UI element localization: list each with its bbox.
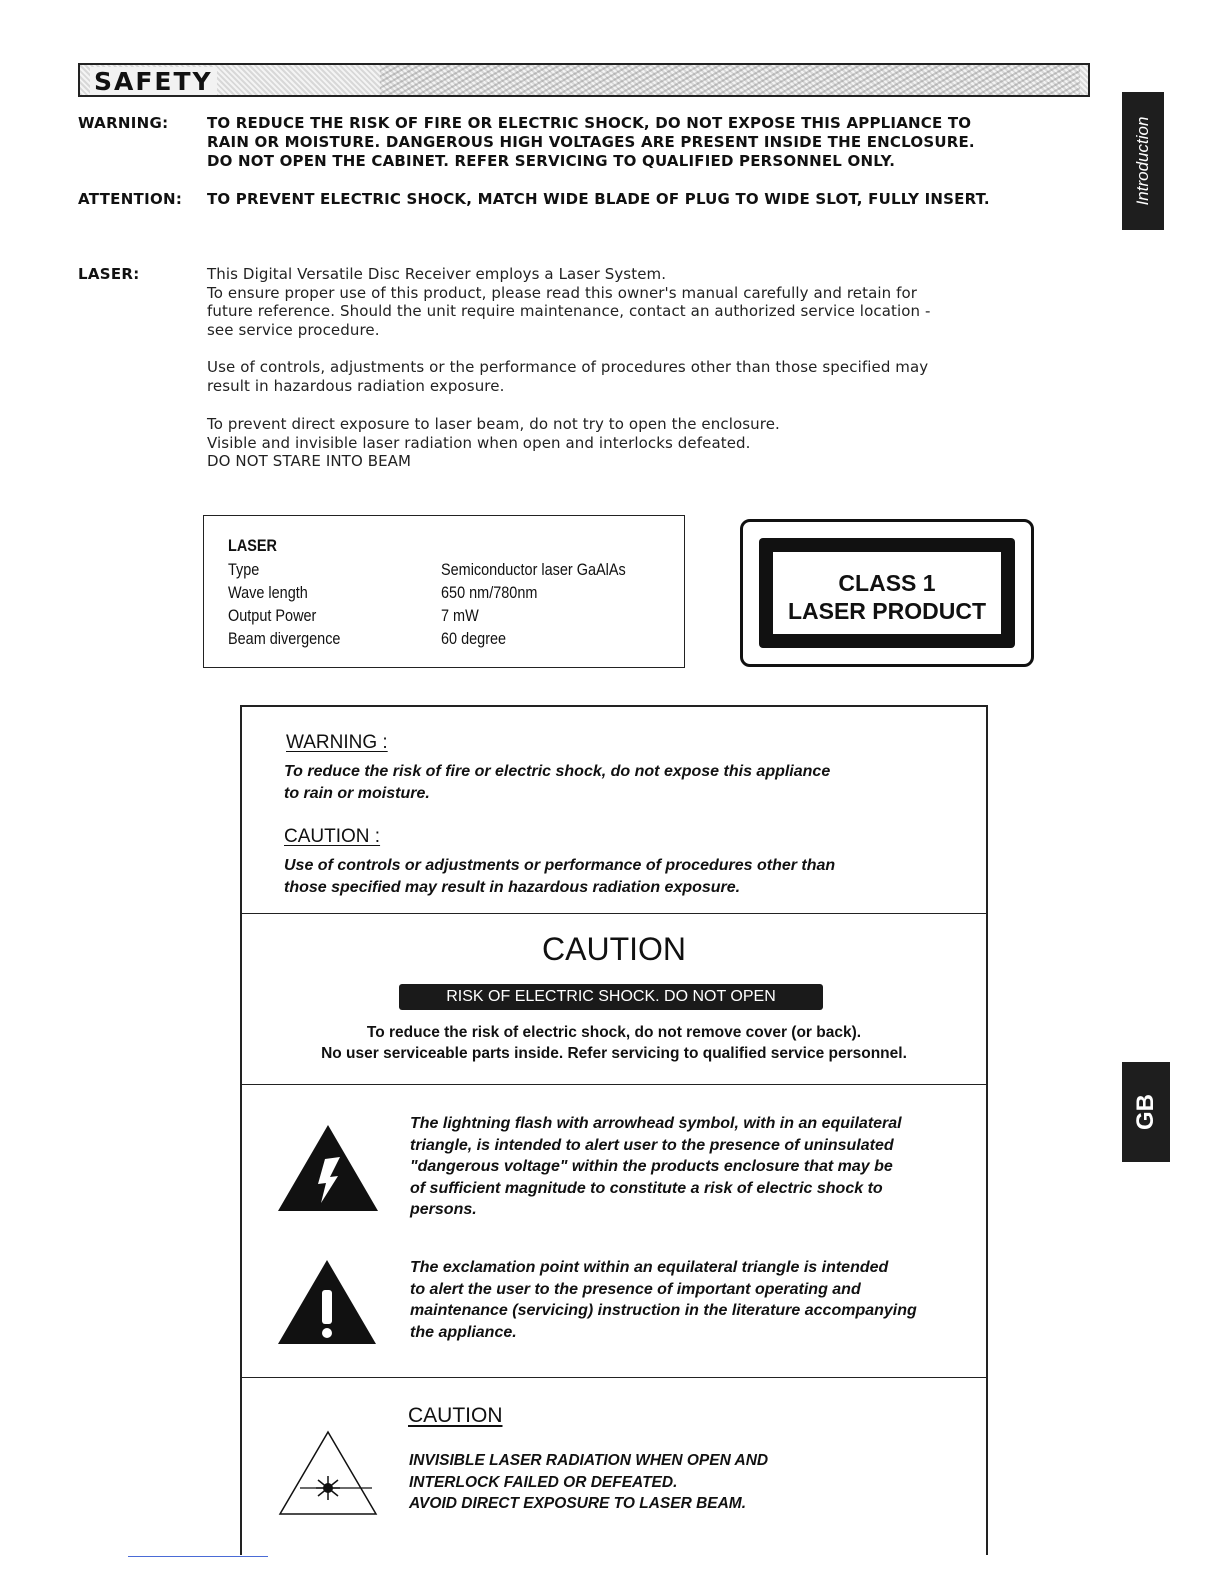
lightning-description xyxy=(410,1113,902,1221)
laser-line: This Digital Versatile Disc Receiver employs a Laser System. xyxy=(207,265,667,283)
text-line: triangle, is intended to alert user to the presence of uninsulated xyxy=(410,1136,894,1154)
laser-line: DO NOT STARE INTO BEAM xyxy=(207,452,412,470)
exclamation-triangle-icon xyxy=(278,1260,376,1344)
laser-line: Visible and invisible laser radiation when open and interlocks defeated. xyxy=(207,433,751,452)
divider xyxy=(242,1377,986,1378)
attention-label: ATTENTION: xyxy=(78,190,183,208)
laser-caution-heading: CAUTION xyxy=(408,1404,503,1427)
laser-spec-box xyxy=(203,515,685,668)
tab-introduction-label: Introduction xyxy=(1133,116,1152,206)
class-line-2: LASER PRODUCT xyxy=(787,598,987,624)
text-line: of sufficient magnitude to constitute a risk of electric shock to xyxy=(410,1179,883,1197)
spec-label: Wave length xyxy=(228,583,308,602)
divider xyxy=(242,1084,986,1085)
text-line: those specified may result in hazardous radiation exposure. xyxy=(284,878,741,896)
risk-of-shock-banner: RISK OF ELECTRIC SHOCK. DO NOT OPEN xyxy=(399,984,823,1010)
laser-line: Use of controls, adjustments or the performance of procedures other than those specified may xyxy=(207,358,929,376)
panel-caution-text xyxy=(284,855,835,898)
warning-label: WARNING: xyxy=(78,114,169,132)
text-line: The lightning flash with arrowhead symbol, with in an equilateral xyxy=(410,1115,902,1132)
text-line: The exclamation point within an equilateral triangle is intended xyxy=(410,1259,889,1276)
panel-warning-heading: WARNING : xyxy=(286,732,388,753)
panel-warning-text xyxy=(284,761,830,804)
panel-caution-heading: CAUTION : xyxy=(284,826,381,847)
spec-value: Semiconductor laser GaAlAs xyxy=(441,560,626,579)
text-line: the appliance. xyxy=(410,1323,517,1341)
tab-gb-label: GB xyxy=(1132,1094,1159,1130)
spec-value: 650 nm/780nm xyxy=(441,583,538,602)
warning-text xyxy=(207,114,975,171)
attention-text: TO PREVENT ELECTRIC SHOCK, MATCH WIDE BLADE OF PLUG TO WIDE SLOT, FULLY INSERT. xyxy=(207,190,990,208)
text-line: INTERLOCK FAILED OR DEFEATED. xyxy=(409,1473,678,1491)
laser-label: LASER: xyxy=(78,265,140,283)
class1-laser-label xyxy=(740,519,1034,667)
laser-line: To ensure proper use of this product, please read this owner's manual carefully and retain for xyxy=(207,283,918,302)
text-line: "dangerous voltage" within the products enclosure that may be xyxy=(410,1158,893,1175)
exclamation-description xyxy=(410,1257,917,1343)
laser-line: see service procedure. xyxy=(207,320,380,339)
spec-label: Beam divergence xyxy=(228,629,341,648)
text-line: to rain or moisture. xyxy=(284,784,430,802)
text-line: to alert the user to the presence of important operating and xyxy=(410,1280,861,1298)
section-header-bar xyxy=(78,63,1090,97)
page-title: SAFETY xyxy=(90,67,217,96)
footer-rule xyxy=(128,1556,268,1557)
laser-caution-text xyxy=(409,1450,768,1515)
caution-title: CAUTION xyxy=(542,931,686,967)
lightning-triangle-icon xyxy=(278,1125,378,1211)
divider xyxy=(242,913,986,914)
spec-value: 7 mW xyxy=(441,606,479,625)
laser-line: To prevent direct exposure to laser beam, do not try to open the enclosure. xyxy=(207,415,780,433)
laser-line: future reference. Should the unit require maintenance, contact an authorized service location - xyxy=(207,302,931,320)
text-line: To reduce the risk of fire or electric shock, do not expose this appliance xyxy=(284,763,831,780)
warning-line: TO REDUCE THE RISK OF FIRE OR ELECTRIC SHOCK, DO NOT EXPOSE THIS APPLIANCE TO xyxy=(207,114,972,132)
spec-value: 60 degree xyxy=(441,629,507,648)
text-line: maintenance (servicing) instruction in the literature accompanying xyxy=(410,1302,917,1319)
text-line: No user serviceable parts inside. Refer servicing to qualified service personnel. xyxy=(321,1045,907,1062)
spec-title: LASER xyxy=(228,536,277,555)
laser-paragraph-3 xyxy=(207,415,780,471)
warning-line: DO NOT OPEN THE CABINET. REFER SERVICING TO QUALIFIED PERSONNEL ONLY. xyxy=(207,152,896,170)
tab-gb[interactable] xyxy=(1122,1062,1170,1162)
laser-paragraph-1 xyxy=(207,265,931,339)
laser-paragraph-2 xyxy=(207,358,928,395)
text-line: To reduce the risk of electric shock, do not remove cover (or back). xyxy=(366,1024,862,1041)
text-line: Use of controls or adjustments or performance of procedures other than xyxy=(284,857,836,874)
text-line: INVISIBLE LASER RADIATION WHEN OPEN AND xyxy=(409,1452,769,1469)
class-line-1: CLASS 1 xyxy=(838,570,936,596)
shock-notice-text xyxy=(242,1022,986,1064)
spec-label: Output Power xyxy=(228,606,317,625)
text-line: persons. xyxy=(410,1201,477,1218)
text-line: AVOID DIRECT EXPOSURE TO LASER BEAM. xyxy=(409,1495,747,1512)
tab-introduction[interactable] xyxy=(1122,92,1164,230)
safety-notice-panel xyxy=(240,705,988,1555)
laser-line: result in hazardous radiation exposure. xyxy=(207,376,505,395)
spec-label: Type xyxy=(228,560,260,579)
laser-warning-triangle-icon xyxy=(278,1430,378,1516)
warning-line: RAIN OR MOISTURE. DANGEROUS HIGH VOLTAGES ARE PRESENT INSIDE THE ENCLOSURE. xyxy=(207,133,975,151)
